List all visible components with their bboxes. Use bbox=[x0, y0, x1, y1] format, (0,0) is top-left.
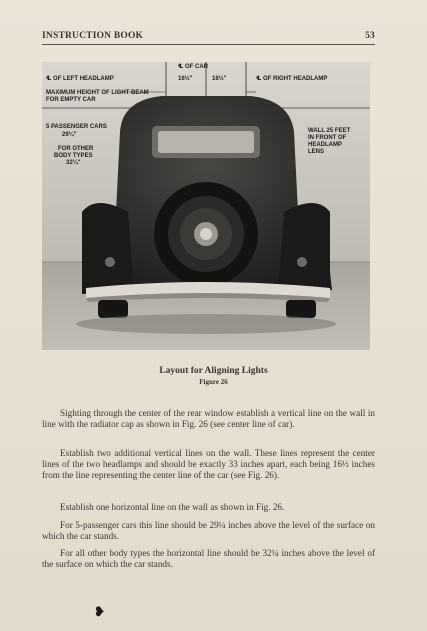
running-title: INSTRUCTION BOOK bbox=[42, 31, 144, 41]
page-header bbox=[42, 30, 375, 45]
label-wall-3: HEADLAMP bbox=[308, 142, 342, 148]
paragraph: Establish one horizontal line on the wall as shown in Fig. 26. bbox=[60, 502, 285, 512]
label-dim-left: 16½" bbox=[178, 76, 193, 82]
figure-caption-number: Figure 26 bbox=[199, 378, 228, 386]
label-dim-right: 16½" bbox=[212, 76, 227, 82]
label-center-of-car: ℄ OF CAR bbox=[178, 64, 209, 70]
label-wall-4: LENS bbox=[308, 149, 325, 155]
label-passenger-1: 5 PASSENGER CARS bbox=[46, 124, 107, 130]
label-left-headlamp: ℄ OF LEFT HEADLAMP bbox=[46, 76, 114, 82]
figure-caption-title: Layout for Aligning Lights bbox=[159, 366, 268, 376]
paragraph: For 5-passenger cars this line should be 29¼ inches above the level of the surface on which the car stands. bbox=[42, 520, 375, 542]
paragraph: Establish two additional vertical lines on the wall. These lines represent the center lines of the two headlamps and should be exactly 33 inches apart, each being 16½ inches from the line representing the center line of the car (see Fig. 26). bbox=[42, 448, 375, 481]
label-wall-2: IN FRONT OF bbox=[308, 135, 347, 141]
label-right-headlamp: ℄ OF RIGHT HEADLAMP bbox=[256, 76, 328, 82]
label-other-3: 32¼" bbox=[66, 160, 81, 166]
label-wall-1: WALL 25 FEET bbox=[308, 128, 351, 134]
car-rear-illustration bbox=[42, 62, 370, 350]
figure-photo bbox=[42, 62, 370, 350]
paragraph: For all other body types the horizontal line should be 32¼ inches above the level of the surface on which the car stands. bbox=[42, 548, 375, 570]
label-max-height-1: MAXIMUM HEIGHT OF LIGHT BEAM bbox=[46, 90, 149, 96]
label-passenger-2: 29¼" bbox=[62, 132, 77, 138]
page-number: 53 bbox=[365, 31, 375, 41]
label-other-2: BODY TYPES bbox=[54, 153, 93, 159]
label-other-1: FOR OTHER bbox=[58, 146, 94, 152]
ornament-mark: ❥ bbox=[94, 604, 105, 619]
label-max-height-2: FOR EMPTY CAR bbox=[46, 97, 96, 103]
paragraph: Sighting through the center of the rear window establish a vertical line on the wall in line with the radiator cap as shown in Fig. 26 (see center line of car). bbox=[42, 408, 375, 430]
